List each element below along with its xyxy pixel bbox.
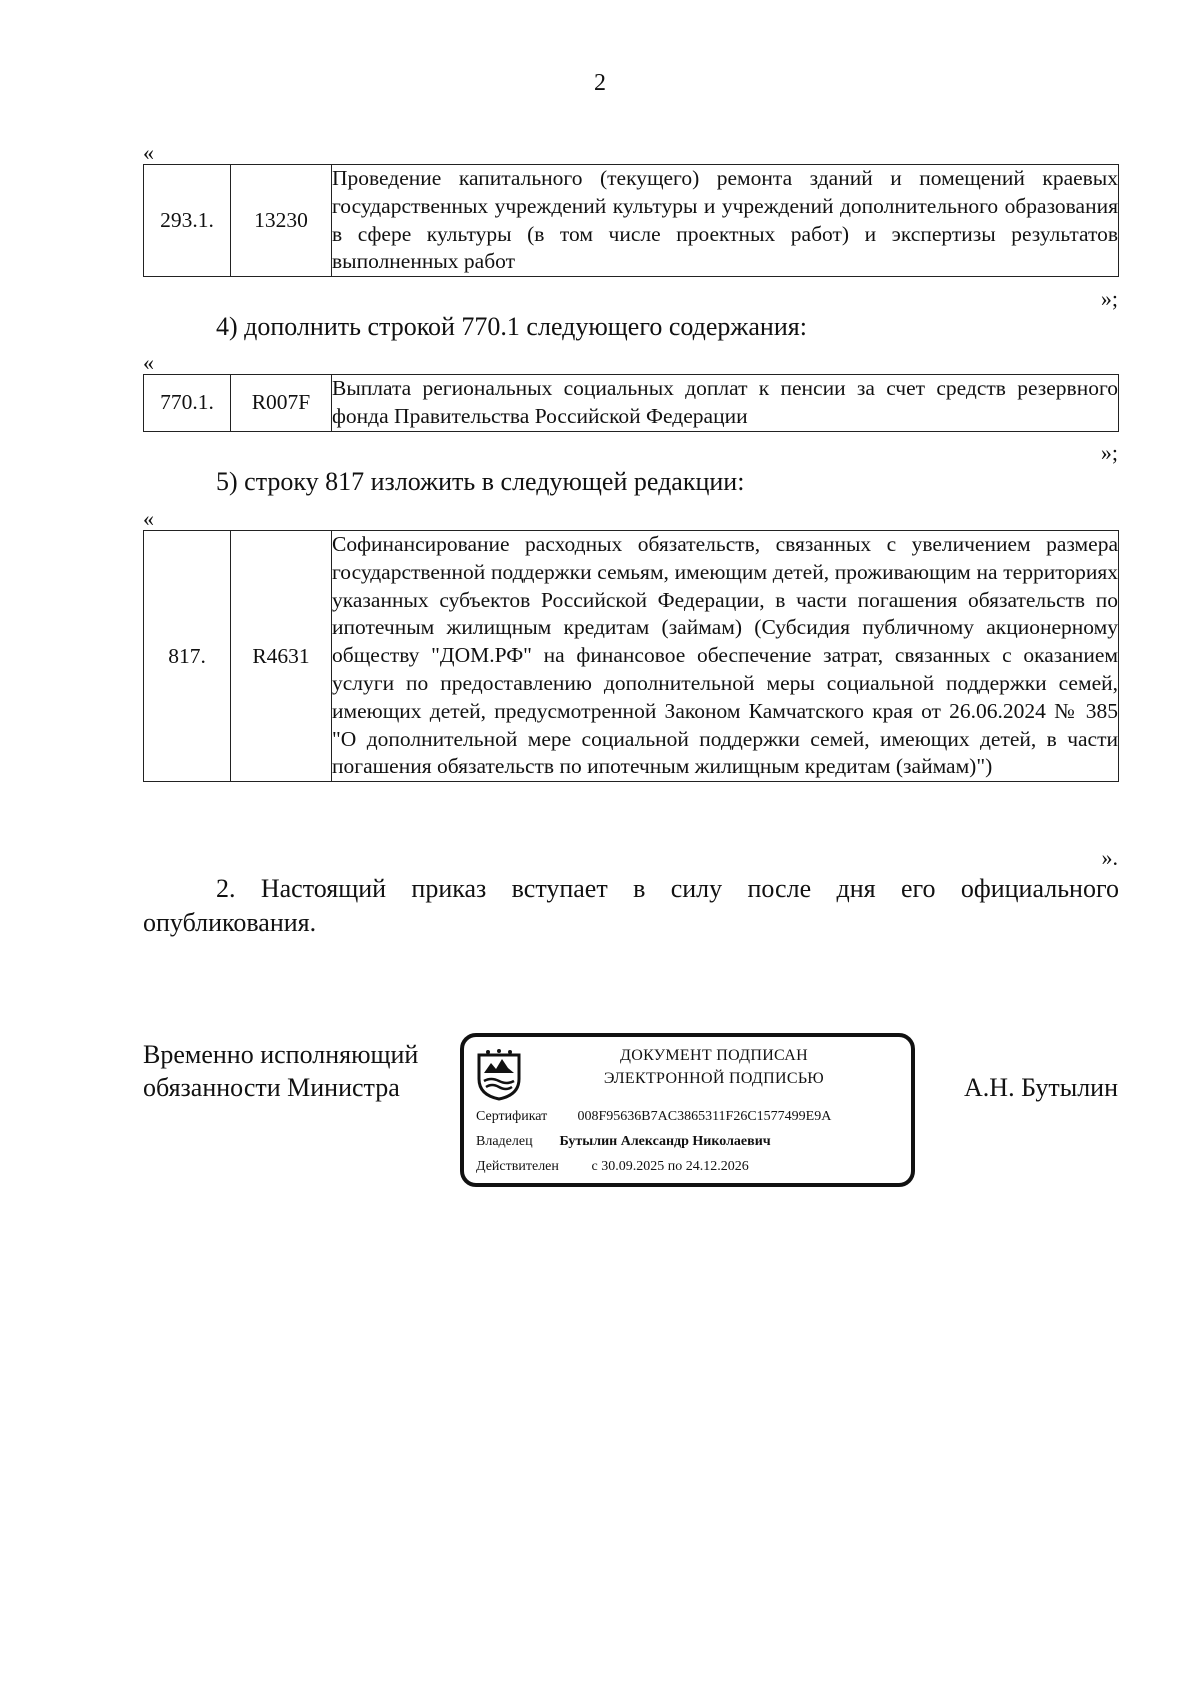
signer-title [143, 1038, 418, 1104]
row-number: 770.1. [144, 375, 231, 432]
row-description: Проведение капитального (текущего) ремонта зданий и помещений краевых государственных учреждений культуры и учреждений дополнительного образования в сфере культуры (в том числе проектных работ) и экспертизы результатов выполненных работ [332, 165, 1119, 277]
row-code: 13230 [231, 165, 332, 277]
table-row-770-1 [143, 374, 1119, 432]
stamp-label: Владелец [476, 1134, 533, 1149]
page-number: 2 [594, 70, 606, 96]
row-number: 293.1. [144, 165, 231, 277]
stamp-validity [476, 1159, 749, 1175]
table-row-293-1 [143, 164, 1119, 277]
coat-of-arms-icon [476, 1049, 522, 1101]
signer-title-line: обязанности Министра [143, 1073, 400, 1102]
final-paragraph: 2. Настоящий приказ вступает в силу после дня его официального опубликования. [143, 874, 1119, 937]
stamp-value: с 30.09.2025 по 24.12.2026 [591, 1159, 749, 1174]
close-quote: »; [1100, 440, 1118, 465]
instruction-paragraph: 5) строку 817 изложить в следующей редакции: [216, 467, 745, 496]
row-number: 817. [144, 531, 231, 782]
row-code: R4631 [231, 531, 332, 782]
stamp-certificate [476, 1109, 831, 1125]
stamp-value: Бутылин Александр Николаевич [559, 1134, 771, 1149]
open-quote: « [143, 506, 154, 531]
electronic-signature-stamp [460, 1033, 915, 1187]
close-quote: »; [1100, 286, 1118, 311]
row-description: Выплата региональных социальных доплат к пенсии за счет средств резервного фонда Правительства Российской Федерации [332, 375, 1119, 432]
close-quote: ». [1101, 845, 1118, 870]
open-quote: « [143, 140, 154, 165]
instruction-paragraph: 4) дополнить строкой 770.1 следующего содержания: [216, 312, 807, 341]
stamp-value: 008F95636B7AC3865311F26C1577499E9A [577, 1109, 832, 1124]
stamp-label: Сертификат [476, 1109, 548, 1124]
table-row-817 [143, 530, 1119, 782]
signer-name: А.Н. Бутылин [964, 1073, 1118, 1102]
stamp-heading: ЭЛЕКТРОННОЙ ПОДПИСЬЮ [603, 1070, 825, 1087]
stamp-owner [476, 1134, 771, 1150]
row-description: Софинансирование расходных обязательств, связанных с увеличением размера государственной поддержки семьям, имеющим детей, проживающим на территориях указанных субъектов Российской Федерации, в части погашения обязательств по ипотечным жилищным кредитам (займам) (Субсидия публичному акционерному обществу "ДОМ.РФ" на финансовое обеспечение затрат, связанных с оказанием услуги по предоставлению дополнительной меры социальной поддержки семей, имеющих детей, предусмотренной Законом Камчатского края от 26.06.2024 № 385 "О дополнительной мере социальной поддержки семей, имеющих детей, в части погашения обязательств по ипотечным жилищным кредитам (займам)") [332, 531, 1119, 782]
stamp-heading: ДОКУМЕНТ ПОДПИСАН [620, 1047, 808, 1064]
stamp-label: Действителен [476, 1159, 559, 1174]
signer-title-line: Временно исполняющий [143, 1040, 419, 1069]
row-code: R007F [231, 375, 332, 432]
open-quote: « [143, 350, 154, 375]
